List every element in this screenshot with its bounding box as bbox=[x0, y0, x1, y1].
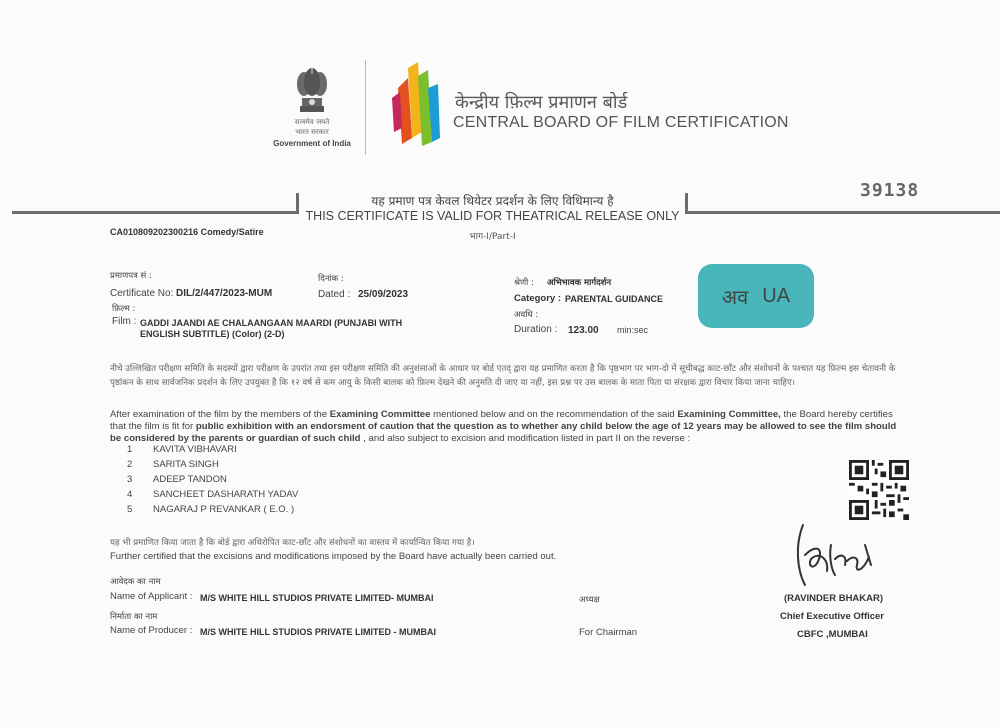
duration-unit: min:sec bbox=[617, 325, 649, 335]
category-label-hindi: श्रेणी : bbox=[514, 278, 534, 288]
text-part: the Board hereby certifies that the film is fit for bbox=[110, 409, 893, 432]
further-certified-english: Further certified that the excisions and modifications imposed by the Board have actually been carried out. bbox=[110, 551, 557, 562]
part-label: भाग-I/Part-I bbox=[469, 232, 516, 242]
hindi-certification-text: नीचे उल्लिखित परीक्षण समिति के सदस्यों द्वारा परीक्षण के उपरांत तथा इस परीक्षण समिति की अनुशंसाओं के आधार पर बोर्ड एतद् द्वारा यह प्रमाणित करता है कि पृष्ठभाग पर भाग-दो में सूचीबद्ध काट-छाँट और संशोधनों के पश्चात यह फ़िल्म इस चेतावनी के पृष्ठांकन के साथ सार्वजनिक प्रदर्शन के लिए उपयुक्त है कि १२ वर्ष से कम आयु के किसी बालक को फ़िल्म देखने की अनुमति दी जाए या नहीं, इस प्रश्न पर उस बालक के माता पिता या संरक्षक द्वारा विचार किया जाना चाहिए। bbox=[110, 364, 896, 388]
item-number: 3 bbox=[127, 474, 133, 485]
reference-code: CA010809202300216 Comedy/Satire bbox=[110, 227, 264, 237]
producer-label: Name of Producer : bbox=[110, 625, 193, 636]
item-number: 4 bbox=[127, 489, 133, 500]
chairman-english: For Chairman bbox=[579, 627, 638, 638]
emblem-motto: सत्यमेव जयते bbox=[294, 118, 330, 126]
item-number: 2 bbox=[127, 459, 133, 470]
validity-notice-english: THIS CERTIFICATE IS VALID FOR THEATRICAL RELEASE ONLY bbox=[305, 209, 680, 223]
government-of-india: Government of India bbox=[273, 139, 351, 148]
member-name: SANCHEET DASHARATH YADAV bbox=[153, 489, 299, 500]
text-part: mentioned below and on the recommendation of the said bbox=[430, 409, 678, 420]
member-name: ADEEP TANDON bbox=[153, 474, 227, 485]
certificate-no-label-hindi: प्रमाणपत्र सं : bbox=[110, 271, 152, 281]
applicant-label-hindi: आवेदक का नाम bbox=[110, 577, 161, 587]
duration-label-hindi: अवधि : bbox=[514, 310, 539, 320]
list-item bbox=[127, 474, 298, 489]
text-part: After examination of the film by the members of the bbox=[110, 409, 330, 420]
list-item bbox=[127, 489, 298, 504]
duration-label: Duration : bbox=[514, 324, 558, 335]
producer-value: M/S WHITE HILL STUDIOS PRIVATE LIMITED - MUMBAI bbox=[200, 627, 436, 637]
signatory-office: CBFC ,MUMBAI bbox=[797, 629, 868, 640]
committee-list bbox=[127, 444, 298, 519]
further-certified-hindi: यह भी प्रमाणित किया जाता है कि बोर्ड द्वारा अधिरोपित काट-छाँट और संशोधनों का वास्तव में कार्यान्वित किया गया है। bbox=[110, 538, 475, 548]
text-bold: public exhibition with an endorsment of caution that the question as to whether any child below the age of 12 years may be allowed to see the film should be considered by the parents or guardian of such child bbox=[110, 421, 897, 444]
member-name: KAVITA VIBHAVARI bbox=[153, 444, 237, 455]
board-name-hindi: केन्द्रीय फ़िल्म प्रमाणन बोर्ड bbox=[455, 92, 628, 113]
right-rule-hook bbox=[685, 193, 688, 214]
header-divider bbox=[365, 60, 366, 155]
signatory-name: (RAVINDER BHAKAR) bbox=[784, 593, 884, 604]
text-bold: Examining Committee bbox=[329, 409, 431, 420]
date-label: Dated : bbox=[318, 289, 351, 300]
right-rule bbox=[687, 211, 1000, 214]
date-label-hindi: दिनांक : bbox=[318, 274, 344, 284]
serial-number: 39138 bbox=[860, 180, 920, 201]
certificate-no-label: Certificate No: bbox=[110, 288, 174, 299]
duration-value: 123.00 bbox=[568, 325, 599, 336]
producer-label-hindi: निर्माता का नाम bbox=[110, 612, 158, 622]
category-label: Category : bbox=[514, 293, 561, 304]
film-title-line2: ENGLISH SUBTITLE) (Color) (2-D) bbox=[140, 329, 285, 339]
category-value: PARENTAL GUIDANCE bbox=[565, 294, 664, 304]
signature-icon bbox=[785, 515, 885, 590]
rating-hindi: अव bbox=[721, 284, 749, 309]
cbfc-logo-icon bbox=[390, 58, 446, 150]
member-name: NAGARAJ P REVANKAR ( E.O. ) bbox=[153, 504, 295, 515]
rating-badge bbox=[698, 264, 814, 328]
member-name: SARITA SINGH bbox=[153, 459, 219, 470]
date-value: 25/09/2023 bbox=[358, 289, 409, 300]
board-name-english: CENTRAL BOARD OF FILM CERTIFICATION bbox=[453, 114, 789, 131]
chairman-hindi: अध्यक्ष bbox=[579, 595, 600, 605]
certificate-no-value: DIL/2/447/2023-MUM bbox=[176, 288, 273, 299]
list-item bbox=[127, 444, 298, 459]
government-hindi: भारत सरकार bbox=[295, 128, 329, 136]
left-rule bbox=[12, 211, 297, 214]
film-label: Film : bbox=[112, 316, 137, 327]
film-title-line1: GADDI JAANDI AE CHALAANGAAN MAARDI (PUNJABI WITH bbox=[140, 318, 403, 328]
category-value-hindi: अभिभावक मार्गदर्शन bbox=[547, 278, 612, 288]
national-emblem-icon bbox=[292, 62, 332, 118]
text-part: , and also subject to excision and modification listed in part II on the reverse : bbox=[360, 433, 691, 444]
validity-notice-hindi: यह प्रमाण पत्र केवल थियेटर प्रदर्शन के लिए विधिमान्य है bbox=[371, 194, 614, 208]
left-rule-hook bbox=[296, 193, 299, 214]
item-number: 1 bbox=[127, 444, 133, 455]
item-number: 5 bbox=[127, 504, 133, 515]
english-certification-text bbox=[110, 409, 902, 445]
list-item bbox=[127, 504, 298, 519]
signatory-title: Chief Executive Officer bbox=[780, 611, 885, 622]
qr-code-icon bbox=[849, 460, 909, 520]
film-label-hindi: फ़िल्म : bbox=[112, 304, 136, 314]
applicant-label: Name of Applicant : bbox=[110, 591, 193, 602]
text-bold: Examining Committee, bbox=[677, 409, 781, 420]
applicant-value: M/S WHITE HILL STUDIOS PRIVATE LIMITED- MUMBAI bbox=[200, 593, 434, 603]
rating-english: UA bbox=[762, 284, 791, 307]
list-item bbox=[127, 459, 298, 474]
